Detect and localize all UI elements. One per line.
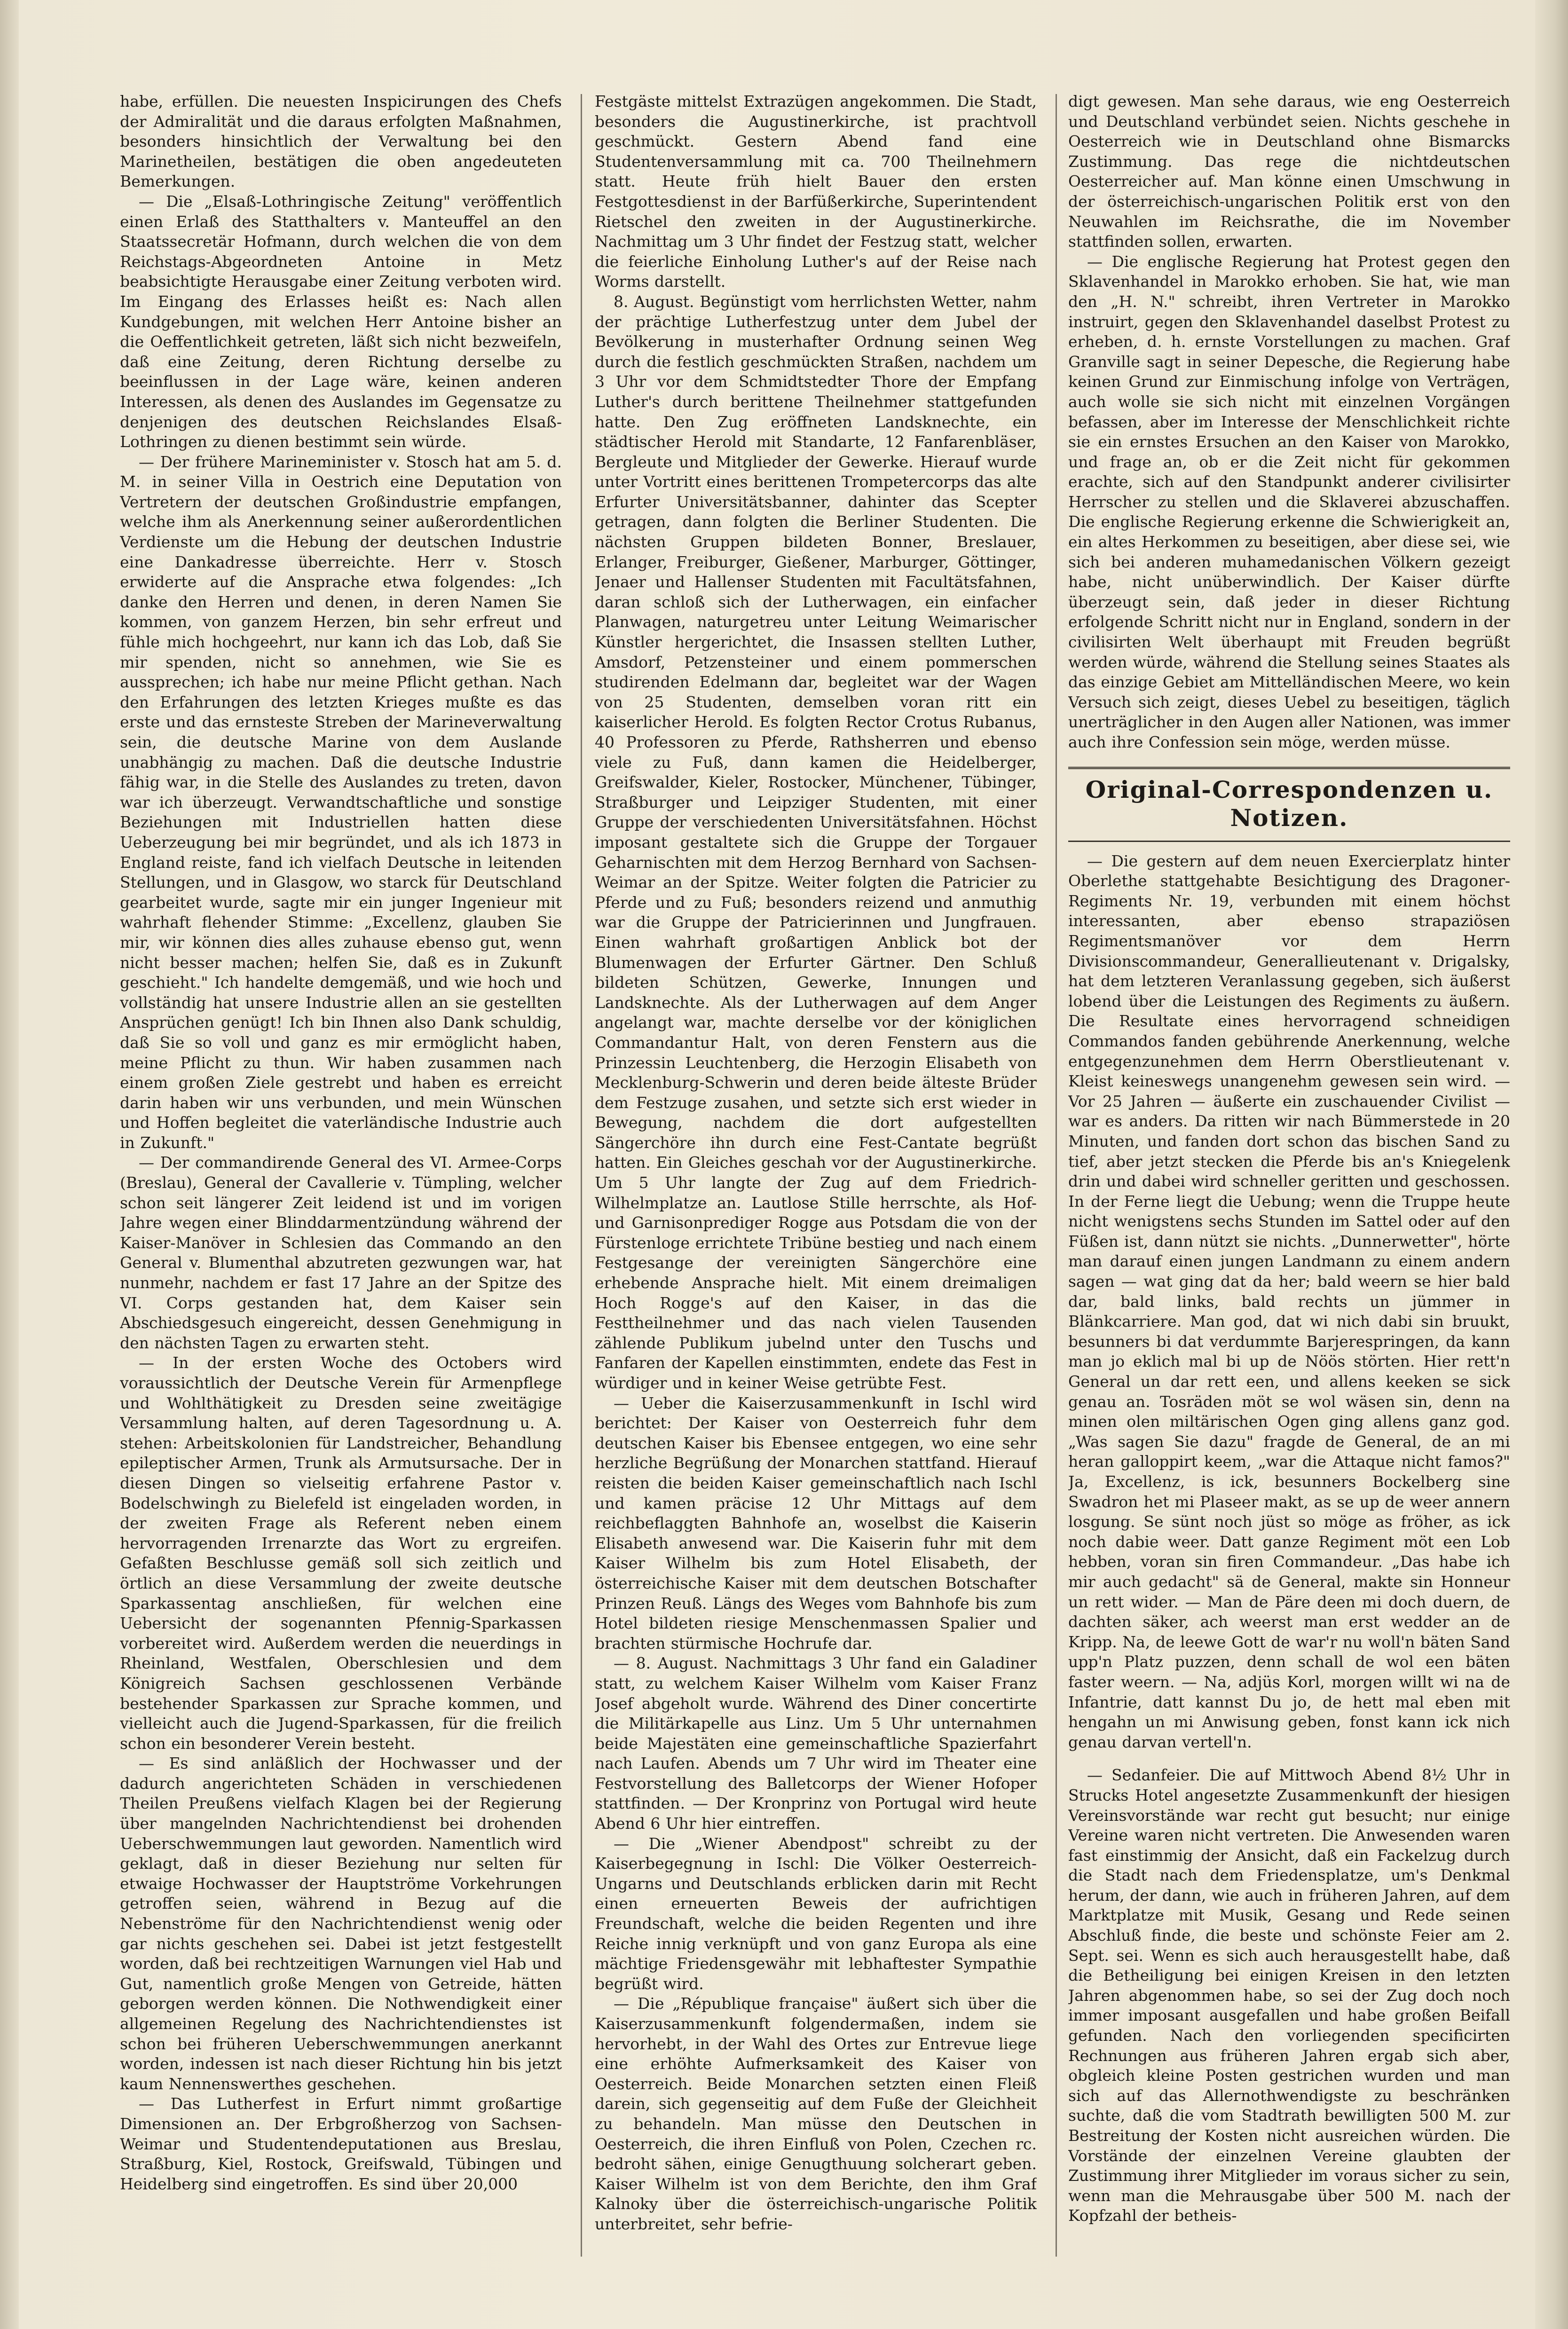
article-paragraph: — Die „République française" äußert sich über die Kaiserzusammenkunft folgendermaßen, indem sie hervorhebt, in der Wahl des Ortes zur Entrevue liege eine erhöhte Aufmerksamkeit des Kaiser von Oesterreich. Beide Monarchen setzten einen Fleiß darein, sich gegenseitig auf dem Fuße der Gleichheit zu behandeln. Man müsse den Deutschen in Oesterreich, die ihren Einfluß von Polen, Czechen rc. bedroht sähen, einige Genugthuung solcherart geben. Kaiser Wilhelm ist von dem Berichte, den ihm Graf Kalnoky über die österreichisch-ungarische Politik unterbreitet, sehr befrie- xyxy=(595,1994,1037,2233)
article-paragraph: — Der commandirende General des VI. Armee-Corps (Breslau), General der Cavallerie v. Tümpling, welcher schon seit längerer Zeit leidend ist und im vorigen Jahre wegen einer Blinddarmentzündung während der Kaiser-Manöver in Schlesien das Commando an den General v. Blumenthal abzutreten gezwungen war, hat nunmehr, nachdem er fast 17 Jahre an der Spitze des VI. Corps gestanden hat, dem Kaiser sein Abschiedsgesuch eingereicht, dessen Genehmigung in den nächsten Tagen zu erwarten steht. xyxy=(120,1153,562,1352)
column-middle xyxy=(595,92,1037,2278)
article-paragraph: — Das Lutherfest in Erfurt nimmt großartige Dimensionen an. Der Erbgroßherzog von Sachsen-Weimar und Studentendeputationen aus Breslau, Straßburg, Kiel, Rostock, Greifswald, Tübingen und Heidelberg sind eingetroffen. Es sind über 20,000 xyxy=(120,2094,562,2193)
article-paragraph: — Die „Wiener Abendpost" schreibt zu der Kaiserbegegnung in Ischl: Die Völker Oesterreich-Ungarns und Deutschlands erblicken darin mit Recht einen erneuerten Beweis der aufrichtigen Freundschaft, welche die beiden Regenten und ihre Reiche innig verknüpft und von ganz Europa als eine mächtige Friedensgewähr mit lebhaftester Sympathie begrüßt wird. xyxy=(595,1834,1037,1993)
column-right xyxy=(1068,92,1510,2278)
column-divider xyxy=(581,94,582,2257)
article-paragraph: Festgäste mittelst Extrazügen angekommen. Die Stadt, besonders die Augustinerkirche, ist prachtvoll geschmückt. Gestern Abend fand eine Studentenversammlung mit ca. 700 Theilnehmern statt. Heute früh hielt Bauer den ersten Festgottesdienst in der Barfüßerkirche, Superintendent Rietschel den zweiten in der Augustinerkirche. Nachmittag um 3 Uhr findet der Festzug statt, welcher die feierliche Einholung Luther's auf der Reise nach Worms darstellt. xyxy=(595,92,1037,291)
article-paragraph: — Die englische Regierung hat Protest gegen den Sklavenhandel in Marokko erhoben. Sie hat, wie man den „H. N." schreibt, ihren Vertreter in Marokko instruirt, gegen den Sklavenhandel daselbst Protest zu erheben, d. h. ernste Vorstellungen zu machen. Graf Granville sagt in seiner Depesche, die Regierung habe keinen Grund zur Einmischung infolge von Verträgen, auch wolle sie sich nicht mit einzelnen Vorgängen befassen, aber im Interesse der Menschlichkeit richte sie ein ernstes Ersuchen an den Kaiser von Marokko, und frage an, ob er die Zeit nicht für gekommen erachte, sich auf den Standpunkt anderer civilisirter Herrscher zu stellen und die Sklaverei abzuschaffen. Die englische Regierung erkenne die Schwierigkeit an, ein altes Herkommen zu beseitigen, aber diese sei, wie sich bei anderen muhamedanischen Völkern gezeigt habe, nicht unüberwindlich. Der Kaiser dürfte überzeugt sein, daß jeder in dieser Richtung erfolgende Schritt nicht nur in England, sondern in der civilisirten Welt überhaupt mit Freuden begrüßt werden würde, während die Stellung seines Staates als das einzige Gebiet am Mittelländischen Meere, wo kein Versuch sich zeigt, dieses Uebel zu beseitigen, täglich unerträglicher in den Augen aller Nationen, was immer auch ihre Confession sein möge, werden müsse. xyxy=(1068,252,1510,751)
article-paragraph: — Sedanfeier. Die auf Mittwoch Abend 8½ Uhr in Strucks Hotel angesetzte Zusammenkunft der hiesigen Vereinsvorstände war recht gut besucht; nur einige Vereine waren nicht vertreten. Die Anwesenden waren fast einstimmig der Ansicht, daß ein Fackelzug durch die Stadt nach dem Friedensplatze, um's Denkmal herum, der dann, wie auch in früheren Jahren, auf dem Marktplatze mit Musik, Gesang und Rede seinen Abschluß finde, die beste und schönste Feier am 2. Sept. sei. Wenn es sich auch herausgestellt habe, daß die Betheiligung bei einigen Kreisen in den letzten Jahren abgenommen habe, so sei der Zug doch noch immer imposant ausgefallen und habe großen Beifall gefunden. Nach den vorliegenden specificirten Rechnungen aus früheren Jahren ergab sich aber, obgleich kleine Posten gestrichen wurden und man sich auf das Allernothwendigste zu beschränken suchte, daß die vom Stadtrath bewilligten 500 M. zur Bestreitung der Kosten nicht ausreichen würden. Die Vorstände der einzelnen Vereine glaubten der Zustimmung ihrer Mitglieder im voraus sicher zu sein, wenn man die Mehrausgabe über 500 M. nach der Kopfzahl der betheis- xyxy=(1068,1766,1510,2225)
article-paragraph: — Der frühere Marineminister v. Stosch hat am 5. d. M. in seiner Villa in Oestrich eine Deputation von Vertretern der deutschen Großindustrie empfangen, welche ihm als Anerkennung seiner außerordentlichen Verdienste um die Hebung der deutschen Industrie eine Dankadresse überreichte. Herr v. Stosch erwiderte auf die Ansprache etwa folgendes: „Ich danke den Herren und denen, in deren Namen Sie kommen, von ganzem Herzen, bin sehr erfreut und fühle mich hochgeehrt, nur kann ich das Lob, daß Sie mir spenden, nicht so annehmen, wie Sie es aussprechen; ich habe nur meine Pflicht gethan. Nach den Erfahrungen des letzten Krieges mußte es das erste und das ernsteste Streben der Marineverwaltung sein, die deutsche Marine von dem Auslande unabhängig zu machen. Daß die deutsche Industrie fähig war, in die Stelle des Auslandes zu treten, davon war ich überzeugt. Verwandtschaftliche und sonstige Beziehungen mit Industriellen hatten diese Ueberzeugung bei mir begründet, und als ich 1873 in England reiste, fand ich vielfach Deutsche in leitenden Stellungen, und in Glasgow, wo starck für Deutschland gearbeitet wurde, sagte mir ein junger Ingenieur mit wahrhaft flehender Stimme: „Excellenz, glauben Sie mir, wir können dies alles zuhause ebenso gut, wenn nicht besser machen; helfen Sie, daß es in Zukunft geschieht." Ich handelte demgemäß, und wie hoch und vollständig hat unsere Industrie allen an sie gestellten Ansprüchen genügt! Ich bin Ihnen also Dank schuldig, daß Sie so voll und ganz es mir ermöglicht haben, meine Pflicht zu thun. Wir haben zusammen nach einem großen Ziele gestrebt und haben es erreicht darin haben wir uns verbunden, und mein Wünschen und Hoffen begleitet die vaterländische Industrie auch in Zukunft." xyxy=(120,452,562,1152)
page-edge-band xyxy=(1535,0,1568,2329)
article-paragraph: — Die gestern auf dem neuen Exercierplatz hinter Oberlethe stattgehabte Besichtigung des Dragoner-Regiments Nr. 19, verbunden mit einem höchst interessanten, aber ebenso strapaziösen Regimentsmanöver vor dem Herrn Divisionscommandeur, Generallieutenant v. Drigalsky, hat dem letzteren Veranlassung gegeben, sich äußerst lobend über die Leistungen des Regiments zu äußern. Die Resultate eines hervorragend schneidigen Commandos fanden gebührende Anerkennung, welche entgegenzunehmen dem Herrn Oberstlieutenant v. Kleist keineswegs unangenehm gewesen sein wird. — Vor 25 Jahren — äußerte ein zuschauender Civilist — war es anders. Da ritten wir nach Bümmerstede in 20 Minuten, und fanden dort schon das bischen Sand zu tief, aber jetzt stecken die Pferde bis an's Kniegelenk drin und dabei wird schneller geritten und geschossen. In der Ferne liegt die Uebung; wenn die Truppe heute nicht wenigstens sechs Stunden im Sattel oder auf den Füßen ist, dann nützt sie nichts. „Dunnerwetter", hörte man darauf einen jungen Landmann zu einem andern sagen — wat ging dat da her; bald weern se hier bald dar, bald links, bald rechts un jümmer in Blänkcarriere. Man god, dat wi nich dabi sin bruukt, besunners bi dat verdummte Barjerespringen, da kann man jo eklich mal bi up de Nöös störten. Hier rett'n General un dar rett een, und allens keeken se sick genau an. Tosräden möt se wol wäsen sin, denn na minen olen miltärischen Ogen ging allens ganz god. „Was sagen Sie dazu" fragde de General, de an mi heran galloppirt keem, „war die Attaque nicht famos?" Ja, Excellenz, is ick, besunners Bockelberg sine Swadron het mi Plaseer makt, as se up de weer annern losgung. Se sünt noch jüst so möge as fröher, as ick noch dabie weer. Datt ganze Regiment möt een Lob hebben, voran sin firen Commandeur. „Das habe ich mir auch gedacht" sä de General, makte sin Honneur un rett wider. — Man de Päre deen mi doch duern, de dachten säker, ach weerst man erst wedder an de Kripp. Na, de leewe Gott de war'r nu woll'n bäten Sand upp'n Platz puzzen, denn schall de wol een bäten faster weern. — Na, adjüs Korl, morgen willt wi na de Infantrie, datt kannst Du jo, de hett mal eben mit hengahn un mi Anwisung geben, fonst kann ick nich genau darvan vertell'n. xyxy=(1068,851,1510,1751)
page-gutter-shadow xyxy=(0,0,19,2329)
paragraph-gap xyxy=(1068,1752,1510,1765)
section-divider xyxy=(1068,841,1510,842)
article-paragraph: — 8. August. Nachmittags 3 Uhr fand ein Galadiner statt, zu welchem Kaiser Wilhelm vom Kaiser Franz Josef abgeholt wurde. Während des Diner concertirte die Militärkapelle aus Linz. Um 5 Uhr unternahmen beide Majestäten eine gemeinschaftliche Spazierfahrt nach Laufen. Abends um 7 Uhr wird im Theater eine Festvorstellung des Balletcorps der Wiener Hofoper stattfinden. — Der Kronprinz von Portugal wird heute Abend 6 Uhr hier eintreffen. xyxy=(595,1654,1037,1833)
article-paragraph: — Die „Elsaß-Lothringische Zeitung" veröffentlich einen Erlaß des Statthalters v. Manteuffel an den Staatssecretär Hofmann, durch welchen die von dem Reichstags-Abgeordneten Antoine in Metz beabsichtigte Herausgabe einer Zeitung verboten wird. Im Eingang des Erlasses heißt es: Nach allen Kundgebungen, mit welchen Herr Antoine bisher an die Oeffentlichkeit getreten, läßt sich nicht bezweifeln, daß eine Zeitung, deren Richtung derselbe zu beeinflussen in der Lage wäre, keinen anderen Interessen, als denen des Auslandes im Gegensatze zu denjenigen des deutschen Reichslandes Elsaß-Lothringen zu dienen bestimmt sein würde. xyxy=(120,192,562,451)
article-paragraph: — Ueber die Kaiserzusammenkunft in Ischl wird berichtet: Der Kaiser von Oesterreich fuhr dem deutschen Kaiser bis Ebensee entgegen, wo eine sehr herzliche Begrüßung der Monarchen stattfand. Hierauf reisten die beiden Kaiser gemeinschaftlich nach Ischl und kamen präcise 12 Uhr Mittags auf dem reichbeflaggten Bahnhofe an, woselbst die Kaiserin Elisabeth anwesend war. Die Kaiserin fuhr mit dem Kaiser Wilhelm bis zum Hotel Elisabeth, der österreichische Kaiser mit dem deutschen Botschafter Prinzen Reuß. Längs des Weges vom Bahnhofe bis zum Hotel bildeten riesige Menschenmassen Spalier und brachten stürmische Hochrufe dar. xyxy=(595,1393,1037,1652)
article-paragraph: 8. August. Begünstigt vom herrlichsten Wetter, nahm der prächtige Lutherfestzug unter dem Jubel der Bevölkerung in musterhafter Ordnung seinen Weg durch die festlich geschmückten Straßen, nachdem um 3 Uhr vor dem Schmidtstedter Thore der Empfang Luther's durch berittene Theilnehmer stattgefunden hatte. Den Zug eröffneten Landsknechte, ein städtischer Herold mit Standarte, 12 Fanfarenbläser, Bergleute und Mitglieder der Gewerke. Hierauf wurde unter Vortritt eines berittenen Trompetercorps das alte Erfurter Universitätsbanner, dahinter das Scepter getragen, dann folgten die Berliner Studenten. Die nächsten Gruppen bildeten Bonner, Breslauer, Erlanger, Freiburger, Gießener, Marburger, Göttinger, Jenaer und Hallenser Studenten mit Facultätsfahnen, daran schloß sich der Lutherwagen, ein einfacher Planwagen, naturgetreu unter Leitung Weimarischer Künstler hergerichtet, die Insassen stellten Luther, Amsdorf, Petzensteiner und einem pommerschen studirenden Edelmann dar, begleitet war der Wagen von 25 Studenten, demselben voran ritt ein kaiserlicher Herold. Es folgten Rector Crotus Rubanus, 40 Professoren zu Pferde, Rathsherren und ebenso viele zu Fuß, dann kamen die Heidelberger, Greifswalder, Kieler, Rostocker, Münchener, Tübinger, Straßburger und Leipziger Studenten, mit einer Gruppe der verschiedenten Universitätsfahnen. Höchst imposant gestaltete sich die Gruppe der Torgauer Geharnischten mit dem Herzog Bernhard von Sachsen-Weimar an der Spitze. Weiter folgten die Patricier zu Pferde und zu Fuß; besonders reizend und anmuthig war die Gruppe der Patricierinnen und Jungfrauen. Einen wahrhaft großartigen Anblick bot der Blumenwagen der Erfurter Gärtner. Den Schluß bildeten Schützen, Gewerke, Innungen und Landsknechte. Als der Lutherwagen auf dem Anger angelangt war, machte derselbe vor der königlichen Commandantur Halt, von deren Fenstern aus die Prinzessin Leuchtenberg, die Herzogin Elisabeth von Mecklenburg-Schwerin und deren beide älteste Brüder dem Festzuge zusahen, und setzte sich erst wieder in Bewegung, nachdem die dort aufgestellten Sängerchöre ihn durch eine Fest-Cantate begrüßt hatten. Ein Gleiches geschah vor der Augustinerkirche. Um 5 Uhr langte der Zug auf dem Friedrich-Wilhelmplatze an. Lautlose Stille herrschte, als Hof- und Garnisonprediger Rogge aus Potsdam die von der Fürstenloge errichtete Tribüne bestieg und nach einem Festgesange der vereinigten Sängerchöre eine erhebende Ansprache hielt. Mit einem dreimaligen Hoch Rogge's auf den Kaiser, in das die Festtheilnehmer und das nach vielen Tausenden zählende Publikum jubelnd unter den Tuschs und Fanfaren der Kapellen einstimmten, endete das Fest in würdiger und in keiner Weise getrübte Fest. xyxy=(595,292,1037,1392)
column-divider xyxy=(1056,94,1057,2257)
column-left xyxy=(120,92,562,2278)
article-paragraph: digt gewesen. Man sehe daraus, wie eng Oesterreich und Deutschland verbündet seien. Nichts geschehe in Oesterreich wie in Deutschland ohne Bismarcks Zustimmung. Das rege die nichtdeutschen Oesterreicher auf. Man könne einen Umschwung in der österreichisch-ungarischen Politik erst von den Neuwahlen im Reichsrathe, die im November stattfinden sollen, erwarten. xyxy=(1068,92,1510,251)
article-paragraph: — Es sind anläßlich der Hochwasser und der dadurch angerichteten Schäden in verschiedenen Theilen Preußens vielfach Klagen bei der Regierung über mangelnden Nachrichtendienst bei drohenden Ueberschwemmungen laut geworden. Namentlich wird geklagt, daß in dieser Beziehung nur selten für etwaige Hochwasser der Hauptströme Vorkehrungen getroffen seien, während in Bezug auf die Nebenströme für den Nachrichtendienst wenig oder gar nichts geschehen sei. Dabei ist jetzt festgestellt worden, daß bei rechtzeitigen Warnungen viel Hab und Gut, namentlich große Mengen von Getreide, hätten geborgen werden können. Die Nothwendigkeit einer allgemeinen Regelung des Nachrichtendienstes ist schon bei früheren Ueberschwemmungen anerkannt worden, indessen ist nach dieser Richtung hin bis jetzt kaum Nennenswerthes geschehen. xyxy=(120,1754,562,2093)
section-heading: Original-Correspondenzen u. Notizen. xyxy=(1068,767,1510,832)
article-paragraph: — In der ersten Woche des Octobers wird voraussichtlich der Deutsche Verein für Armenpflege und Wohlthätigkeit zu Dresden seine zweitägige Versammlung halten, auf deren Tagesordnung u. A. stehen: Arbeitskolonien für Landstreicher, Behandlung epileptischer Armen, Trunk als Armutsursache. Der in diesen Dingen so vielseitig erfahrene Pastor v. Bodelschwingh zu Bielefeld ist eingeladen worden, in der zweiten Frage als Referent neben einem hervorragenden Irrenarzte das Wort zu ergreifen. Gefaßten Beschlusse gemäß soll sich zeitlich und örtlich an diese Versammlung der zweite deutsche Sparkassentag anschließen, für welchen eine Uebersicht der sogenannten Pfennig-Sparkassen vorbereitet wird. Außerdem werden die neuerdings in Rheinland, Westfalen, Oberschlesien und dem Königreich Sachsen geschlossenen Verbände bestehender Sparkassen zur Sprache kommen, und vielleicht auch die Jugend-Sparkassen, für die freilich schon ein besonderer Verein besteht. xyxy=(120,1353,562,1753)
article-paragraph: habe, erfüllen. Die neuesten Inspicirungen des Chefs der Admiralität und die daraus erfolgten Maßnahmen, besonders hinsichtlich der Verwaltung bei den Marinetheilen, bestätigen die oben angedeuteten Bemerkungen. xyxy=(120,92,562,191)
